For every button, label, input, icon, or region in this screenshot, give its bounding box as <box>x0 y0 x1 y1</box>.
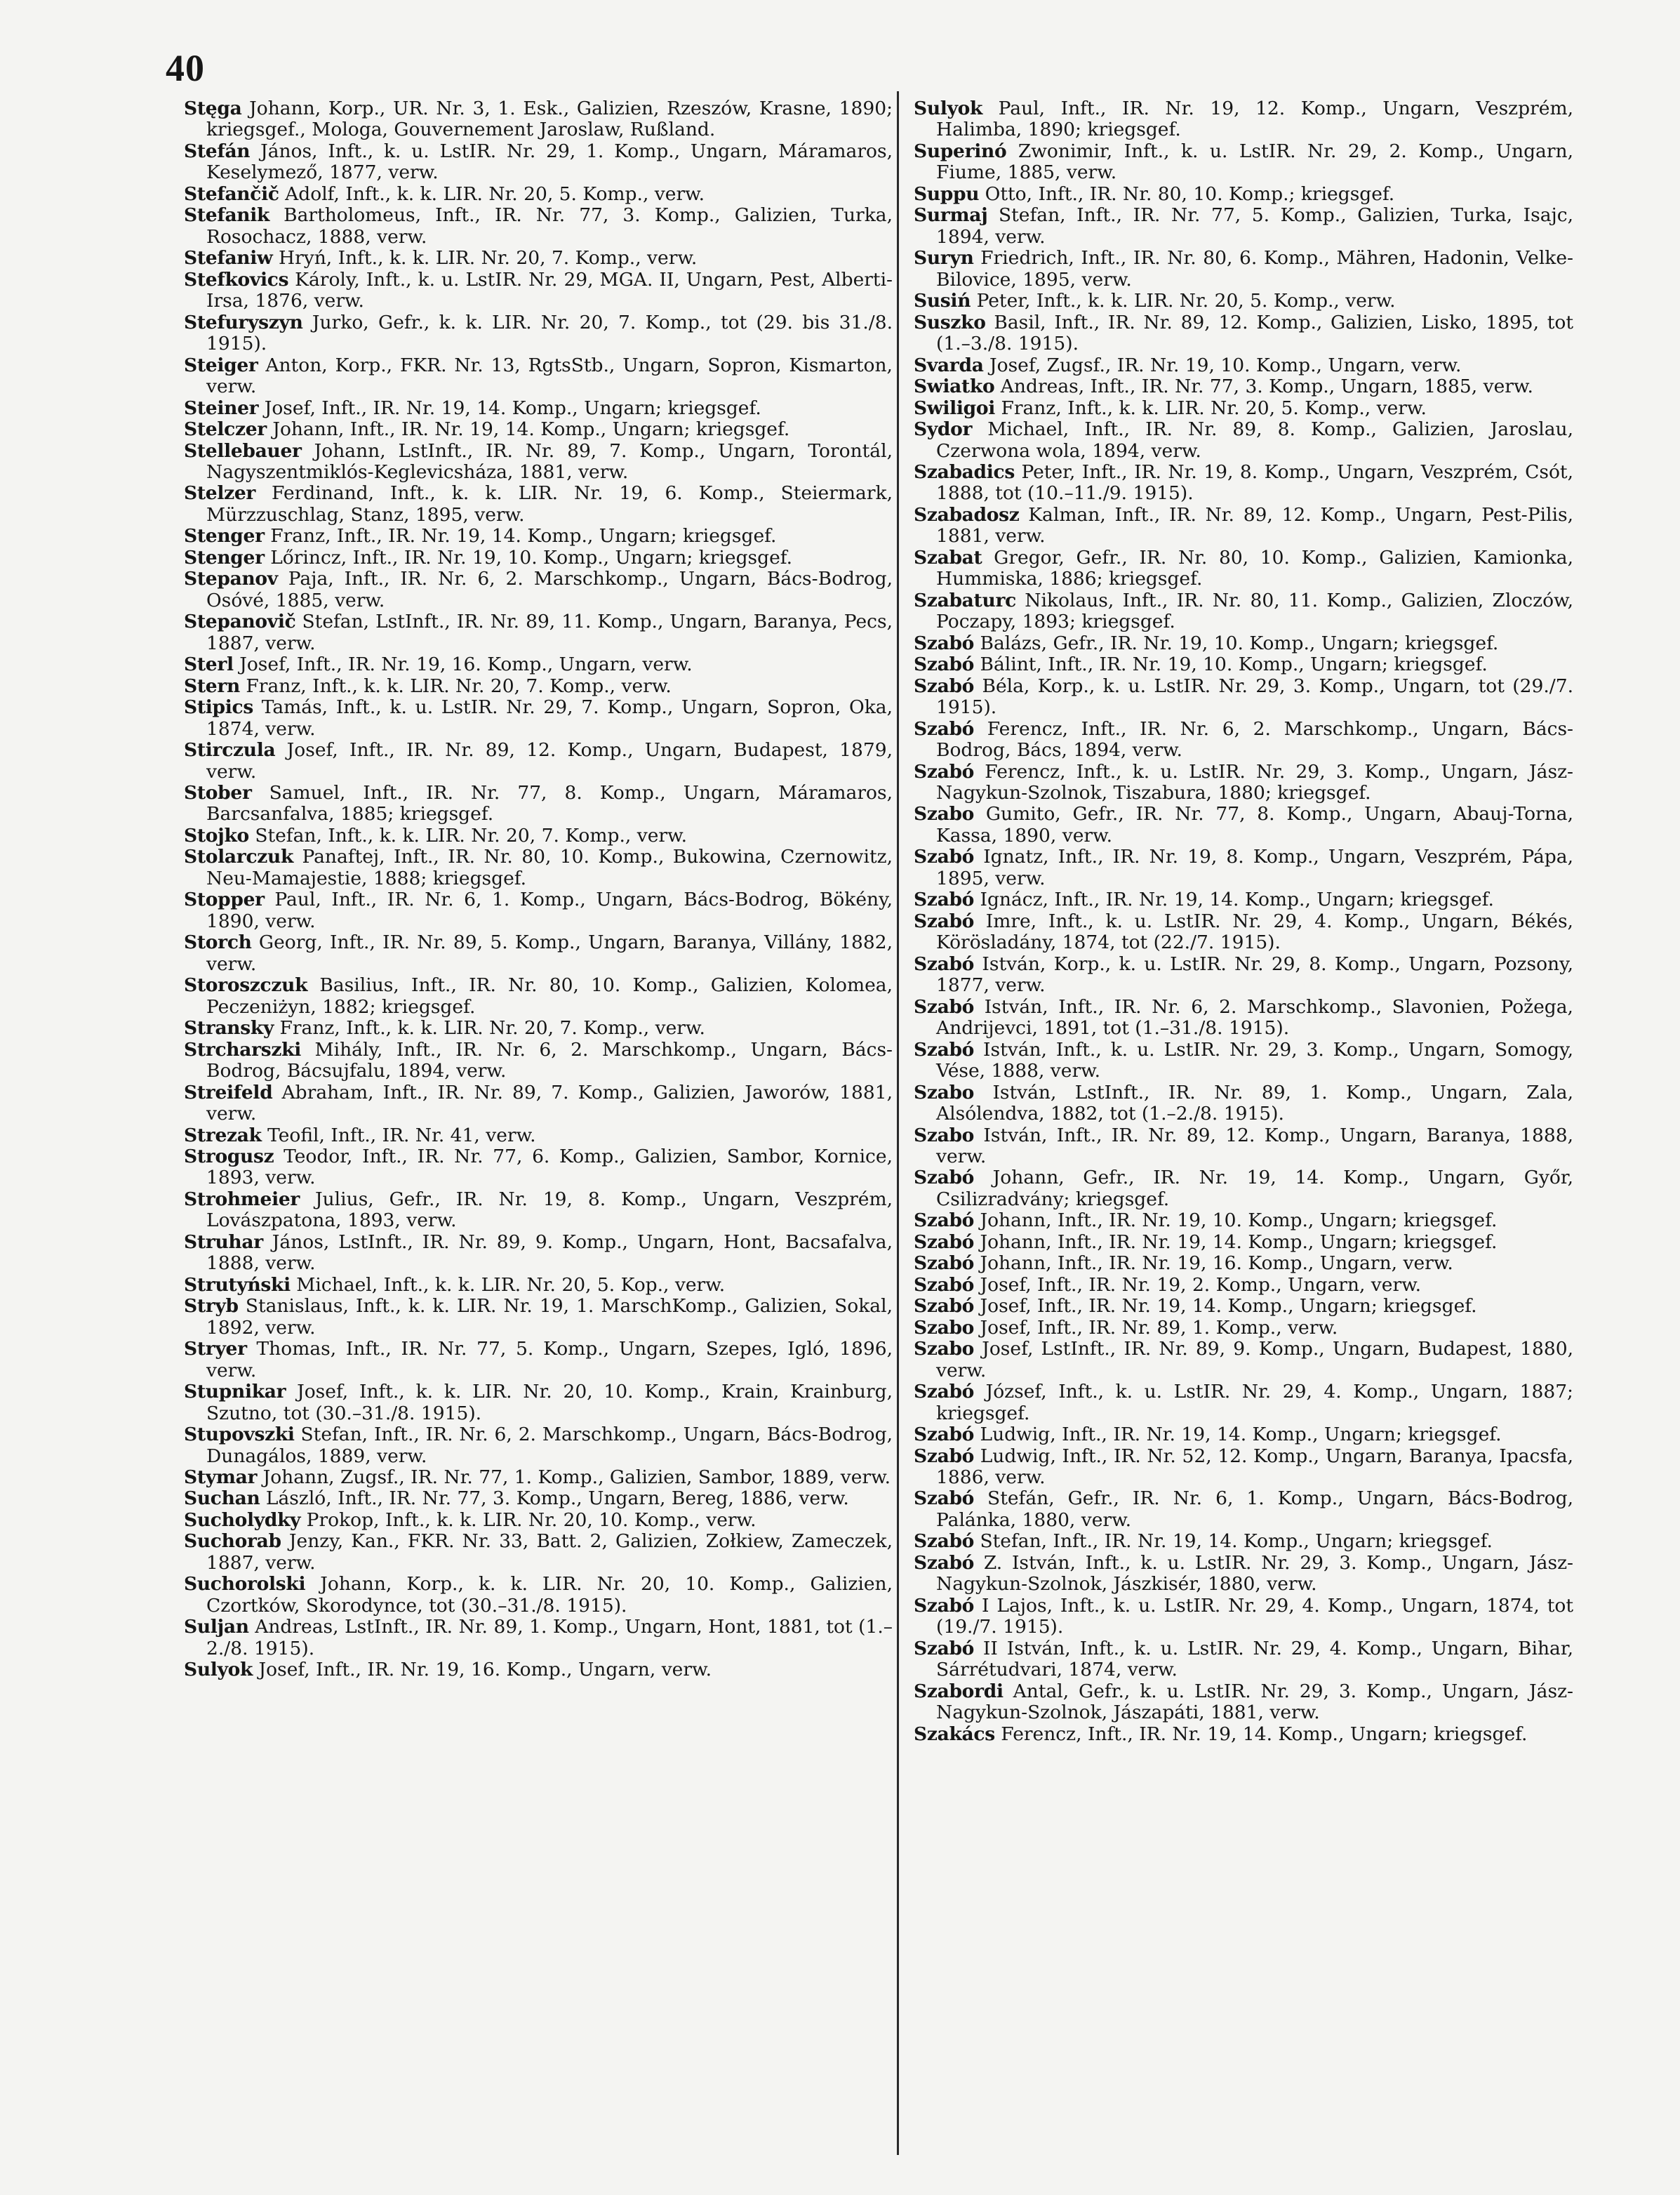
entry-details: Franz, Inft., IR. Nr. 19, 14. Komp., Ungarn; kriegsgef. <box>264 525 777 548</box>
casualty-entry <box>914 889 1573 910</box>
entry-details: Michael, Inft., IR. Nr. 89, 8. Komp., Galizien, Jaroslau, Czerwona wola, 1894, verw. <box>936 418 1573 462</box>
casualty-entry <box>184 419 893 440</box>
casualty-entry <box>914 1681 1573 1724</box>
entry-surname: Suljan <box>184 1616 249 1638</box>
entry-surname: Szabó <box>914 995 975 1018</box>
entry-details: Johann, Zugsf., IR. Nr. 77, 1. Komp., Galizien, Sambor, 1889, verw. <box>257 1466 891 1488</box>
entry-details: Lőrincz, Inft., IR. Nr. 19, 10. Komp., Ungarn; kriegsgef. <box>264 546 793 569</box>
casualty-entry <box>184 697 893 740</box>
entry-surname: Szabó <box>914 910 975 932</box>
casualty-entry <box>184 1510 893 1531</box>
entry-details: Nikolaus, Inft., IR. Nr. 80, 11. Komp., Galizien, Zloczów, Poczapy, 1893; kriegsgef. <box>936 589 1573 633</box>
casualty-entry <box>914 1339 1573 1381</box>
casualty-entry <box>184 1488 893 1509</box>
entry-surname: Streifeld <box>184 1081 273 1103</box>
entry-surname: Storoszczuk <box>184 974 308 997</box>
casualty-entry <box>184 1296 893 1339</box>
entry-surname: Superinó <box>914 140 1007 162</box>
entry-surname: Szabó <box>914 717 975 740</box>
casualty-entry <box>914 997 1573 1040</box>
entry-surname: Szabó <box>914 1530 975 1553</box>
entry-details: Johann, LstInft., IR. Nr. 89, 7. Komp., Ungarn, Torontál, Nagyszentmiklós-Keglevicsháza, 1881, verw. <box>206 439 893 483</box>
entry-details: Johann, Korp., k. k. LIR. Nr. 20, 10. Komp., Galizien, Czortków, Skorodynce, tot (30.–31./8. 1915). <box>206 1573 893 1617</box>
casualty-entry <box>914 291 1573 312</box>
entry-surname: Szabo <box>914 1316 975 1339</box>
entry-details: Z. István, Inft., k. u. LstIR. Nr. 29, 3. Komp., Ungarn, Jász-Nagykun-Szolnok, Jászkisér, 1880, verw. <box>936 1551 1573 1596</box>
entry-surname: Szabó <box>914 889 975 911</box>
casualty-entry <box>184 270 893 312</box>
entry-details: Balázs, Gefr., IR. Nr. 19, 10. Komp., Ungarn; kriegsgef. <box>974 632 1499 654</box>
entry-surname: Szabó <box>914 675 975 697</box>
entry-surname: Szabó <box>914 1273 975 1296</box>
entry-details: Ignácz, Inft., IR. Nr. 19, 14. Komp., Ungarn; kriegsgef. <box>974 889 1494 911</box>
entry-details: Josef, LstInft., IR. Nr. 89, 9. Komp., Ungarn, Budapest, 1880, verw. <box>936 1338 1573 1381</box>
entry-details: Abraham, Inft., IR. Nr. 89, 7. Komp., Galizien, Jaworów, 1881, verw. <box>206 1081 893 1125</box>
entry-surname: Suryn <box>914 247 974 270</box>
entry-details: Georg, Inft., IR. Nr. 89, 5. Komp., Ungarn, Baranya, Villány, 1882, verw. <box>206 931 893 975</box>
entry-surname: Szabadosz <box>914 503 1020 526</box>
casualty-entry <box>914 98 1573 141</box>
casualty-entry <box>914 954 1573 997</box>
entry-details: Josef, Inft., IR. Nr. 89, 1. Komp., verw. <box>974 1316 1338 1339</box>
entry-details: Gumito, Gefr., IR. Nr. 77, 8. Komp., Ungarn, Abauj-Torna, Kassa, 1890, verw. <box>936 803 1573 847</box>
casualty-entry <box>184 483 893 526</box>
entry-details: Zwonimir, Inft., k. u. LstIR. Nr. 29, 2. Komp., Ungarn, Fiume, 1885, verw. <box>936 140 1573 184</box>
page-number: 40 <box>166 47 205 89</box>
casualty-entry <box>184 1040 893 1082</box>
entry-details: Tamás, Inft., k. u. LstIR. Nr. 29, 7. Komp., Ungarn, Sopron, Oka, 1874, verw. <box>206 696 893 740</box>
casualty-entry <box>914 1724 1573 1745</box>
entry-surname: Szabó <box>914 1637 975 1659</box>
entry-details: Johann, Inft., IR. Nr. 19, 14. Komp., Ungarn; kriegsgef. <box>266 418 790 441</box>
casualty-entry <box>184 355 893 398</box>
casualty-entry <box>914 1446 1573 1489</box>
entry-details: Teofil, Inft., IR. Nr. 41, verw. <box>261 1124 536 1146</box>
left-column <box>184 98 893 1681</box>
casualty-entry <box>184 1275 893 1296</box>
casualty-entry <box>184 569 893 611</box>
entry-surname: Szabadics <box>914 460 1015 483</box>
entry-surname: Suchorolski <box>184 1573 306 1596</box>
casualty-entry <box>184 1381 893 1424</box>
entry-details: Stefan, Inft., k. k. LIR. Nr. 20, 7. Komp., verw. <box>248 824 688 847</box>
entry-details: Ludwig, Inft., IR. Nr. 52, 12. Komp., Ungarn, Baranya, Ipacsfa, 1886, verw. <box>936 1445 1573 1488</box>
entry-details: Otto, Inft., IR. Nr. 80, 10. Komp.; kriegsgef. <box>979 183 1395 205</box>
entry-details: János, Inft., k. u. LstIR. Nr. 29, 1. Komp., Ungarn, Máramaros, Keselymező, 1877, verw. <box>206 140 893 184</box>
entry-details: Franz, Inft., k. k. LIR. Nr. 20, 7. Komp., verw. <box>274 1017 705 1040</box>
entry-surname: Strutyński <box>184 1273 291 1296</box>
casualty-entry <box>184 312 893 355</box>
casualty-entry <box>184 783 893 825</box>
entry-surname: Strohmeier <box>184 1188 300 1210</box>
entry-details: István, Inft., IR. Nr. 89, 12. Komp., Ungarn, Baranya, 1888, verw. <box>936 1124 1573 1167</box>
entry-surname: Szabó <box>914 1424 975 1446</box>
casualty-entry <box>914 1082 1573 1125</box>
entry-surname: Stryb <box>184 1295 239 1318</box>
casualty-entry <box>184 98 893 141</box>
casualty-entry <box>184 1531 893 1574</box>
entry-details: Ferencz, Inft., IR. Nr. 19, 14. Komp., Ungarn; kriegsgef. <box>994 1723 1528 1745</box>
entry-surname: Stellebauer <box>184 439 302 462</box>
entry-details: Stefan, Inft., IR. Nr. 77, 5. Komp., Galizien, Turka, Isajc, 1894, verw. <box>936 204 1573 248</box>
casualty-entry <box>914 1381 1573 1424</box>
entry-surname: Suppu <box>914 183 980 205</box>
entry-surname: Suszko <box>914 311 986 333</box>
entry-surname: Stupnikar <box>184 1381 286 1403</box>
casualty-entry <box>184 526 893 547</box>
entry-details: Prokop, Inft., k. k. LIR. Nr. 20, 10. Komp., verw. <box>300 1508 756 1531</box>
entry-surname: Stefkovics <box>184 268 289 291</box>
entry-surname: Stenger <box>184 525 265 548</box>
entry-surname: Stirczula <box>184 739 276 762</box>
entry-details: Panaftej, Inft., IR. Nr. 80, 10. Komp., Bukowina, Czernowitz, Neu-Mamajestie, 1888; kriegsgef. <box>206 846 893 889</box>
entry-surname: Szabó <box>914 760 975 783</box>
casualty-entry <box>914 355 1573 376</box>
entry-surname: Szabo <box>914 1338 975 1360</box>
entry-surname: Stefaniw <box>184 247 273 270</box>
entry-details: Johann, Inft., IR. Nr. 19, 10. Komp., Ungarn; kriegsgef. <box>974 1209 1498 1232</box>
entry-surname: Stenger <box>184 546 265 569</box>
casualty-entry <box>184 398 893 419</box>
entry-details: Ludwig, Inft., IR. Nr. 19, 14. Komp., Ungarn; kriegsgef. <box>974 1424 1502 1446</box>
right-column <box>914 98 1573 1745</box>
entry-details: Stefán, Gefr., IR. Nr. 6, 1. Komp., Ungarn, Bács-Bodrog, Palánka, 1880, verw. <box>936 1487 1573 1531</box>
entry-details: I Lajos, Inft., k. u. LstIR. Nr. 29, 4. Komp., Ungarn, 1874, tot (19./7. 1915). <box>936 1594 1573 1638</box>
entry-details: Basilius, Inft., IR. Nr. 80, 10. Komp., Galizien, Kolomea, Peczeniżyn, 1882; kriegsgef. <box>206 974 893 1018</box>
entry-details: Imre, Inft., k. u. LstIR. Nr. 29, 4. Komp., Ungarn, Békés, Körösladány, 1874, tot (22./7. 1915). <box>936 910 1573 954</box>
entry-surname: Surmaj <box>914 204 988 227</box>
entry-details: Paja, Inft., IR. Nr. 6, 2. Marschkomp., Ungarn, Bács-Bodrog, Osóvé, 1885, verw. <box>206 568 893 611</box>
entry-surname: Stober <box>184 782 252 804</box>
entry-surname: Szabat <box>914 546 982 569</box>
entry-surname: Sulyok <box>184 1659 253 1681</box>
entry-details: János, LstInft., IR. Nr. 89, 9. Komp., Ungarn, Hont, Bacsafalva, 1888, verw. <box>206 1231 893 1275</box>
casualty-entry <box>914 398 1573 419</box>
entry-details: Josef, Zugsf., IR. Nr. 19, 10. Komp., Ungarn, verw. <box>983 354 1462 376</box>
column-divider <box>897 91 899 2155</box>
casualty-entry <box>914 719 1573 762</box>
casualty-entry <box>914 1296 1573 1317</box>
entry-details: Teodor, Inft., IR. Nr. 77, 6. Komp., Galizien, Sambor, Kornice, 1893, verw. <box>206 1145 893 1189</box>
casualty-entry <box>184 1339 893 1381</box>
entry-details: Josef, Inft., IR. Nr. 19, 2. Komp., Ungarn, verw. <box>974 1273 1422 1296</box>
entry-surname: Szabó <box>914 1381 975 1403</box>
casualty-entry <box>914 419 1573 462</box>
casualty-entry <box>184 1232 893 1275</box>
casualty-entry <box>914 1232 1573 1253</box>
casualty-entry <box>914 676 1573 719</box>
entry-details: Jenzy, Kan., FKR. Nr. 33, Batt. 2, Galizien, Zołkiew, Zameczek, 1887, verw. <box>206 1530 893 1574</box>
entry-surname: Szabó <box>914 1209 975 1232</box>
entry-surname: Szabordi <box>914 1680 1004 1702</box>
casualty-entry <box>184 1574 893 1617</box>
entry-surname: Sterl <box>184 654 234 676</box>
casualty-entry <box>914 1275 1573 1296</box>
entry-details: Stefan, Inft., IR. Nr. 19, 14. Komp., Ungarn; kriegsgef. <box>974 1530 1493 1553</box>
entry-surname: Strcharszki <box>184 1038 301 1061</box>
casualty-entry <box>914 1638 1573 1681</box>
entry-surname: Szabó <box>914 1594 975 1617</box>
casualty-entry <box>914 1210 1573 1231</box>
casualty-entry <box>914 1125 1573 1168</box>
entry-surname: Swiatko <box>914 376 995 398</box>
casualty-entry <box>184 847 893 889</box>
casualty-entry <box>184 932 893 975</box>
casualty-entry <box>914 141 1573 184</box>
casualty-entry <box>184 1424 893 1467</box>
entry-surname: Sydor <box>914 418 973 441</box>
casualty-entry <box>914 205 1573 248</box>
entry-surname: Steiger <box>184 354 258 376</box>
entry-details: Károly, Inft., k. u. LstIR. Nr. 29, MGA. II, Ungarn, Pest, Alberti-Irsa, 1876, verw. <box>206 268 893 312</box>
entry-surname: Steiner <box>184 397 259 419</box>
entry-details: István, Inft., k. u. LstIR. Nr. 29, 3. Komp., Ungarn, Somogy, Vése, 1888, verw. <box>936 1038 1573 1082</box>
entry-surname: Stęga <box>184 98 242 119</box>
entry-surname: Szabó <box>914 1445 975 1467</box>
entry-surname: Stelczer <box>184 418 267 441</box>
entry-surname: Szabaturc <box>914 589 1016 611</box>
entry-details: Julius, Gefr., IR. Nr. 19, 8. Komp., Ungarn, Veszprém, Lovászpatona, 1893, verw. <box>206 1188 893 1232</box>
entry-details: Josef, Inft., IR. Nr. 19, 16. Komp., Ungarn, verw. <box>233 654 693 676</box>
casualty-entry <box>184 248 893 269</box>
entry-details: Hryń, Inft., k. k. LIR. Nr. 20, 7. Komp., verw. <box>272 247 698 270</box>
entry-details: Béla, Korp., k. u. LstIR. Nr. 29, 3. Komp., Ungarn, tot (29./7. 1915). <box>936 675 1573 719</box>
casualty-entry <box>914 1531 1573 1552</box>
entry-details: Antal, Gefr., k. u. LstIR. Nr. 29, 3. Komp., Ungarn, Jász-Nagykun-Szolnok, Jászapáti, 1881, verw. <box>936 1680 1573 1724</box>
casualty-entry <box>184 825 893 847</box>
entry-details: Peter, Inft., k. k. LIR. Nr. 20, 5. Komp., verw. <box>971 290 1396 312</box>
entry-surname: Szabó <box>914 654 975 676</box>
entry-surname: Susiń <box>914 290 971 312</box>
entry-surname: Szabó <box>914 1231 975 1253</box>
entry-details: Andreas, Inft., IR. Nr. 77, 3. Komp., Ungarn, 1885, verw. <box>994 376 1533 398</box>
entry-details: Johann, Korp., UR. Nr. 3, 1. Esk., Galizien, Rzeszów, Krasne, 1890; kriegsgef., Mologa, Gouvernement Jaroslaw, Rußland. <box>206 98 893 141</box>
entry-surname: Struhar <box>184 1231 263 1253</box>
entry-details: Stanislaus, Inft., k. k. LIR. Nr. 19, 1. MarschKomp., Galizien, Sokal, 1892, verw. <box>206 1295 893 1339</box>
entry-details: Stefan, LstInft., IR. Nr. 89, 11. Komp., Ungarn, Baranya, Pecs, 1887, verw. <box>206 611 893 654</box>
casualty-entry <box>914 462 1573 505</box>
entry-surname: Stefuryszyn <box>184 311 303 333</box>
casualty-entry <box>914 1318 1573 1339</box>
entry-surname: Stepanov <box>184 568 278 590</box>
casualty-entry <box>914 1553 1573 1596</box>
casualty-entry <box>184 611 893 654</box>
casualty-entry <box>914 590 1573 633</box>
casualty-entry <box>914 248 1573 291</box>
entry-surname: Szabó <box>914 1295 975 1318</box>
casualty-entry <box>184 1018 893 1039</box>
entry-surname: Szabó <box>914 846 975 868</box>
entry-details: László, Inft., IR. Nr. 77, 3. Komp., Ungarn, Bereg, 1886, verw. <box>260 1487 849 1510</box>
entry-details: Kalman, Inft., IR. Nr. 89, 12. Komp., Ungarn, Pest-Pilis, 1881, verw. <box>936 503 1573 548</box>
casualty-entry <box>914 1167 1573 1210</box>
entry-details: Ferdinand, Inft., k. k. LIR. Nr. 19, 6. Komp., Steiermark, Mürzzuschlag, Stanz, 1895, verw. <box>206 482 893 526</box>
casualty-entry <box>914 654 1573 675</box>
entry-surname: Stefančič <box>184 183 279 205</box>
casualty-entry <box>184 740 893 783</box>
entry-surname: Suchorab <box>184 1530 281 1553</box>
entry-details: Friedrich, Inft., IR. Nr. 80, 6. Komp., Mähren, Hadonin, Velke-Bilovice, 1895, verw. <box>936 247 1573 291</box>
entry-surname: Szabó <box>914 1487 975 1510</box>
casualty-entry <box>184 1146 893 1189</box>
entry-details: Gregor, Gefr., IR. Nr. 80, 10. Komp., Galizien, Kamionka, Hummiska, 1886; kriegsgef. <box>936 546 1573 590</box>
entry-details: Johann, Inft., IR. Nr. 19, 14. Komp., Ungarn; kriegsgef. <box>974 1231 1498 1253</box>
entry-surname: Stymar <box>184 1466 258 1488</box>
entry-details: Ignatz, Inft., IR. Nr. 19, 8. Komp., Ungarn, Veszprém, Pápa, 1895, verw. <box>936 846 1573 889</box>
casualty-entry <box>184 1082 893 1125</box>
entry-details: Josef, Inft., IR. Nr. 19, 16. Komp., Ungarn, verw. <box>253 1659 712 1681</box>
entry-details: István, LstInft., IR. Nr. 89, 1. Komp., Ungarn, Zala, Alsólendva, 1882, tot (1.–2./8. 1915). <box>936 1081 1573 1125</box>
entry-surname: Szabó <box>914 1167 975 1189</box>
entry-details: Josef, Inft., IR. Nr. 19, 14. Komp., Ungarn; kriegsgef. <box>974 1295 1477 1318</box>
entry-details: Michael, Inft., k. k. LIR. Nr. 20, 5. Kop., verw. <box>290 1273 726 1296</box>
casualty-entry <box>914 1596 1573 1638</box>
entry-surname: Stransky <box>184 1017 274 1040</box>
casualty-entry <box>914 762 1573 804</box>
entry-details: Bartholomeus, Inft., IR. Nr. 77, 3. Komp., Galizien, Turka, Rosochacz, 1888, verw. <box>206 204 893 248</box>
entry-surname: Stopper <box>184 889 265 911</box>
entry-surname: Stupovszki <box>184 1424 295 1446</box>
entry-surname: Svarda <box>914 354 984 376</box>
casualty-entry <box>914 312 1573 355</box>
entry-details: Jurko, Gefr., k. k. LIR. Nr. 20, 7. Komp., tot (29. bis 31./8. 1915). <box>206 311 893 355</box>
casualty-entry <box>184 1617 893 1659</box>
entry-details: Anton, Korp., FKR. Nr. 13, RgtsStb., Ungarn, Sopron, Kismarton, verw. <box>206 354 893 398</box>
casualty-entry <box>184 548 893 569</box>
casualty-entry <box>184 1659 893 1680</box>
casualty-entry <box>914 505 1573 548</box>
entry-details: Thomas, Inft., IR. Nr. 77, 5. Komp., Ungarn, Szepes, Igló, 1896, verw. <box>206 1338 893 1381</box>
entry-details: Josef, Inft., k. k. LIR. Nr. 20, 10. Komp., Krain, Krainburg, Szutno, tot (30.–31./8. 1915). <box>206 1381 893 1424</box>
casualty-entry <box>914 911 1573 954</box>
entry-details: István, Korp., k. u. LstIR. Nr. 29, 8. Komp., Ungarn, Pozsony, 1877, verw. <box>936 953 1573 997</box>
casualty-entry <box>184 676 893 697</box>
entry-details: Franz, Inft., k. k. LIR. Nr. 20, 7. Komp., verw. <box>239 675 672 697</box>
casualty-entry <box>914 184 1573 205</box>
casualty-entry <box>184 205 893 248</box>
entry-details: József, Inft., k. u. LstIR. Nr. 29, 4. Komp., Ungarn, 1887; kriegsgef. <box>936 1381 1573 1424</box>
entry-surname: Szakács <box>914 1723 995 1745</box>
casualty-entry <box>914 847 1573 889</box>
entry-surname: Szabó <box>914 1038 975 1061</box>
entry-details: Josef, Inft., IR. Nr. 89, 12. Komp., Ungarn, Budapest, 1879, verw. <box>206 739 893 783</box>
entry-details: Samuel, Inft., IR. Nr. 77, 8. Komp., Ungarn, Máramaros, Barcsanfalva, 1885; kriegsgef. <box>206 782 893 825</box>
entry-surname: Stryer <box>184 1338 247 1360</box>
casualty-entry <box>914 1424 1573 1445</box>
entry-surname: Stepanovič <box>184 611 296 633</box>
entry-details: Basil, Inft., IR. Nr. 89, 12. Komp., Galizien, Lisko, 1895, tot (1.–3./8. 1915). <box>936 311 1573 355</box>
casualty-entry <box>184 654 893 675</box>
entry-surname: Stolarczuk <box>184 846 294 868</box>
entry-details: Paul, Inft., IR. Nr. 19, 12. Komp., Ungarn, Veszprém, Halimba, 1890; kriegsgef. <box>936 98 1573 141</box>
entry-details: István, Inft., IR. Nr. 6, 2. Marschkomp., Slavonien, Požega, Andrijevci, 1891, tot (1.–31./8. 1915). <box>936 995 1573 1040</box>
entry-surname: Strogusz <box>184 1145 274 1167</box>
entry-surname: Stojko <box>184 824 249 847</box>
entry-surname: Stefán <box>184 140 251 162</box>
entry-surname: Szabó <box>914 1252 975 1275</box>
entry-surname: Stefanik <box>184 204 270 227</box>
entry-details: Josef, Inft., IR. Nr. 19, 14. Komp., Ungarn; kriegsgef. <box>258 397 761 419</box>
entry-details: Adolf, Inft., k. k. LIR. Nr. 20, 5. Komp., verw. <box>279 183 705 205</box>
entry-details: Ferencz, Inft., k. u. LstIR. Nr. 29, 3. Komp., Ungarn, Jász-Nagykun-Szolnok, Tiszabura, 1880; kriegsgef. <box>936 760 1573 804</box>
casualty-entry <box>184 889 893 932</box>
casualty-entry <box>184 184 893 205</box>
casualty-entry <box>914 376 1573 397</box>
casualty-entry <box>184 141 893 184</box>
entry-details: Andreas, LstInft., IR. Nr. 89, 1. Komp., Ungarn, Hont, 1881, tot (1.–2./8. 1915). <box>206 1616 893 1659</box>
casualty-entry <box>914 1488 1573 1531</box>
entry-details: Peter, Inft., IR. Nr. 19, 8. Komp., Ungarn, Veszprém, Csót, 1888, tot (10.–11./9. 1915). <box>936 460 1573 505</box>
entry-surname: Szabó <box>914 953 975 975</box>
entry-details: Franz, Inft., k. k. LIR. Nr. 20, 5. Komp., verw. <box>995 397 1427 419</box>
entry-surname: Strezak <box>184 1124 262 1146</box>
casualty-entry <box>184 1189 893 1232</box>
entry-surname: Szabó <box>914 632 975 654</box>
entry-details: II István, Inft., k. u. LstIR. Nr. 29, 4. Komp., Ungarn, Bihar, Sárrétudvari, 1874, verw. <box>936 1637 1573 1681</box>
casualty-entry <box>184 1467 893 1488</box>
entry-details: Johann, Inft., IR. Nr. 19, 16. Komp., Ungarn, verw. <box>974 1252 1453 1275</box>
casualty-entry <box>184 975 893 1018</box>
entry-surname: Szabó <box>914 1551 975 1574</box>
entry-surname: Stipics <box>184 696 253 719</box>
entry-details: Bálint, Inft., IR. Nr. 19, 10. Komp., Ungarn; kriegsgef. <box>974 654 1488 676</box>
casualty-entry <box>914 633 1573 654</box>
casualty-entry <box>184 1125 893 1146</box>
entry-details: Ferencz, Inft., IR. Nr. 6, 2. Marschkomp., Ungarn, Bács-Bodrog, Bács, 1894, verw. <box>936 717 1573 762</box>
entry-surname: Sulyok <box>914 98 983 119</box>
entry-details: Mihály, Inft., IR. Nr. 6, 2. Marschkomp., Ungarn, Bács-Bodrog, Bácsujfalu, 1894, verw. <box>206 1038 893 1082</box>
entry-surname: Swiligoi <box>914 397 996 419</box>
entry-details: Johann, Gefr., IR. Nr. 19, 14. Komp., Ungarn, Győr, Csilizradvány; kriegsgef. <box>936 1167 1573 1210</box>
entry-surname: Szabo <box>914 1081 975 1103</box>
casualty-entry <box>914 804 1573 847</box>
entry-surname: Szabo <box>914 803 975 825</box>
casualty-entry <box>184 441 893 484</box>
entry-surname: Stelzer <box>184 482 256 505</box>
casualty-entry <box>914 548 1573 590</box>
entry-details: Paul, Inft., IR. Nr. 6, 1. Komp., Ungarn, Bács-Bodrog, Bökény, 1890, verw. <box>206 889 893 932</box>
entry-surname: Sucholydky <box>184 1508 301 1531</box>
entry-surname: Szabo <box>914 1124 975 1146</box>
entry-surname: Suchan <box>184 1487 260 1510</box>
casualty-entry <box>914 1253 1573 1274</box>
entry-surname: Stern <box>184 675 240 697</box>
entry-details: Stefan, Inft., IR. Nr. 6, 2. Marschkomp., Ungarn, Bács-Bodrog, Dunagálos, 1889, verw. <box>206 1424 893 1467</box>
entry-surname: Storch <box>184 931 252 954</box>
casualty-entry <box>914 1040 1573 1082</box>
